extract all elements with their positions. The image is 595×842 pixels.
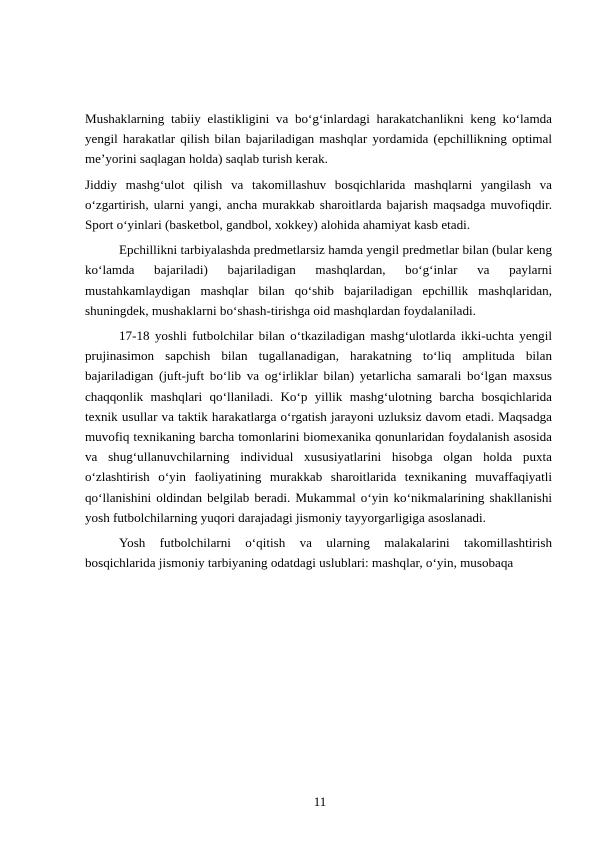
- body-text: [85, 109, 552, 578]
- paragraph-2: Jiddiy mashg‘ulot qilish va takomillashuv bosqichlarida mashqlarni yangilash va o‘zgartirish, ularni yangi, ancha murakkab sharoitlarda bajarish maqsadga muvofiqdir. Sport o‘yinlari (basketbol, gandbol, xokkey) alohida ahamiyat kasb etadi.: [85, 176, 552, 233]
- paragraph-1: Mushaklarning tabiiy elastikligini va bo‘g‘inlardagi harakatchanlikni keng ko‘lamda yengil harakatlar qilish bilan bajariladigan mashqlar yordamida (epchillikning optimal me’yorini saqlagan holda) saqlab turish kerak.: [85, 111, 552, 167]
- paragraph-3: Epchillikni tarbiyalashda predmetlarsiz hamda yengil predmetlar bilan (bular keng ko‘lamda bajariladi) bajariladigan mashqlardan, bo‘g‘inlar va paylarni mustahkamlaydigan mashqlar bilan qo‘shib bajariladigan epchillik mashqlaridan, shuningdek, mushaklarni bo‘shash-tirishga oid mashqlardan foydalaniladi.: [85, 242, 552, 318]
- paragraph-5: Yosh futbolchilarni o‘qitish va ularning malakalarini takomillashtirish bosqichlarida jismoniy tarbiyaning odatdagi uslublari: mashqlar, o‘yin, musobaqa: [85, 535, 552, 571]
- paragraph-4: 17-18 yoshli futbolchilar bilan o‘tkaziladigan mashg‘ulotlarda ikki-uchta yengil prujinasimon sapchish bilan tugallanadigan, harakatning to‘liq amplituda bilan bajariladigan (juft-juft bo‘lib va og‘irliklar bilan) yetarlicha samarali bo‘lgan maxsus chaqqonlik mashqlari qo‘llaniladi. Ko‘p yillik mashg‘ulotning barcha bosqichlarida texnik usullar va taktik harakatlarga o‘rgatish jarayoni uzluksiz davom etadi. Maqsadga muvofiq texnikaning barcha tomonlarini biomexanika qonunlaridan foydalanish asosida va shug‘ullanuvchilarning individual xususiyatlarini hisobga olgan holda puxta o‘zlashtirish o‘yin faoliyatining murakkab sharoitlarida texnikaning muvaffaqiyatli qo‘llanishini oldindan belgilab beradi. Mukammal o‘yin ko‘nikmalarining shakllanishi yosh futbolchilarning yuqori darajadagi jismoniy tayyorgarligiga asoslanadi.: [85, 328, 552, 525]
- page-number: 11: [313, 794, 327, 809]
